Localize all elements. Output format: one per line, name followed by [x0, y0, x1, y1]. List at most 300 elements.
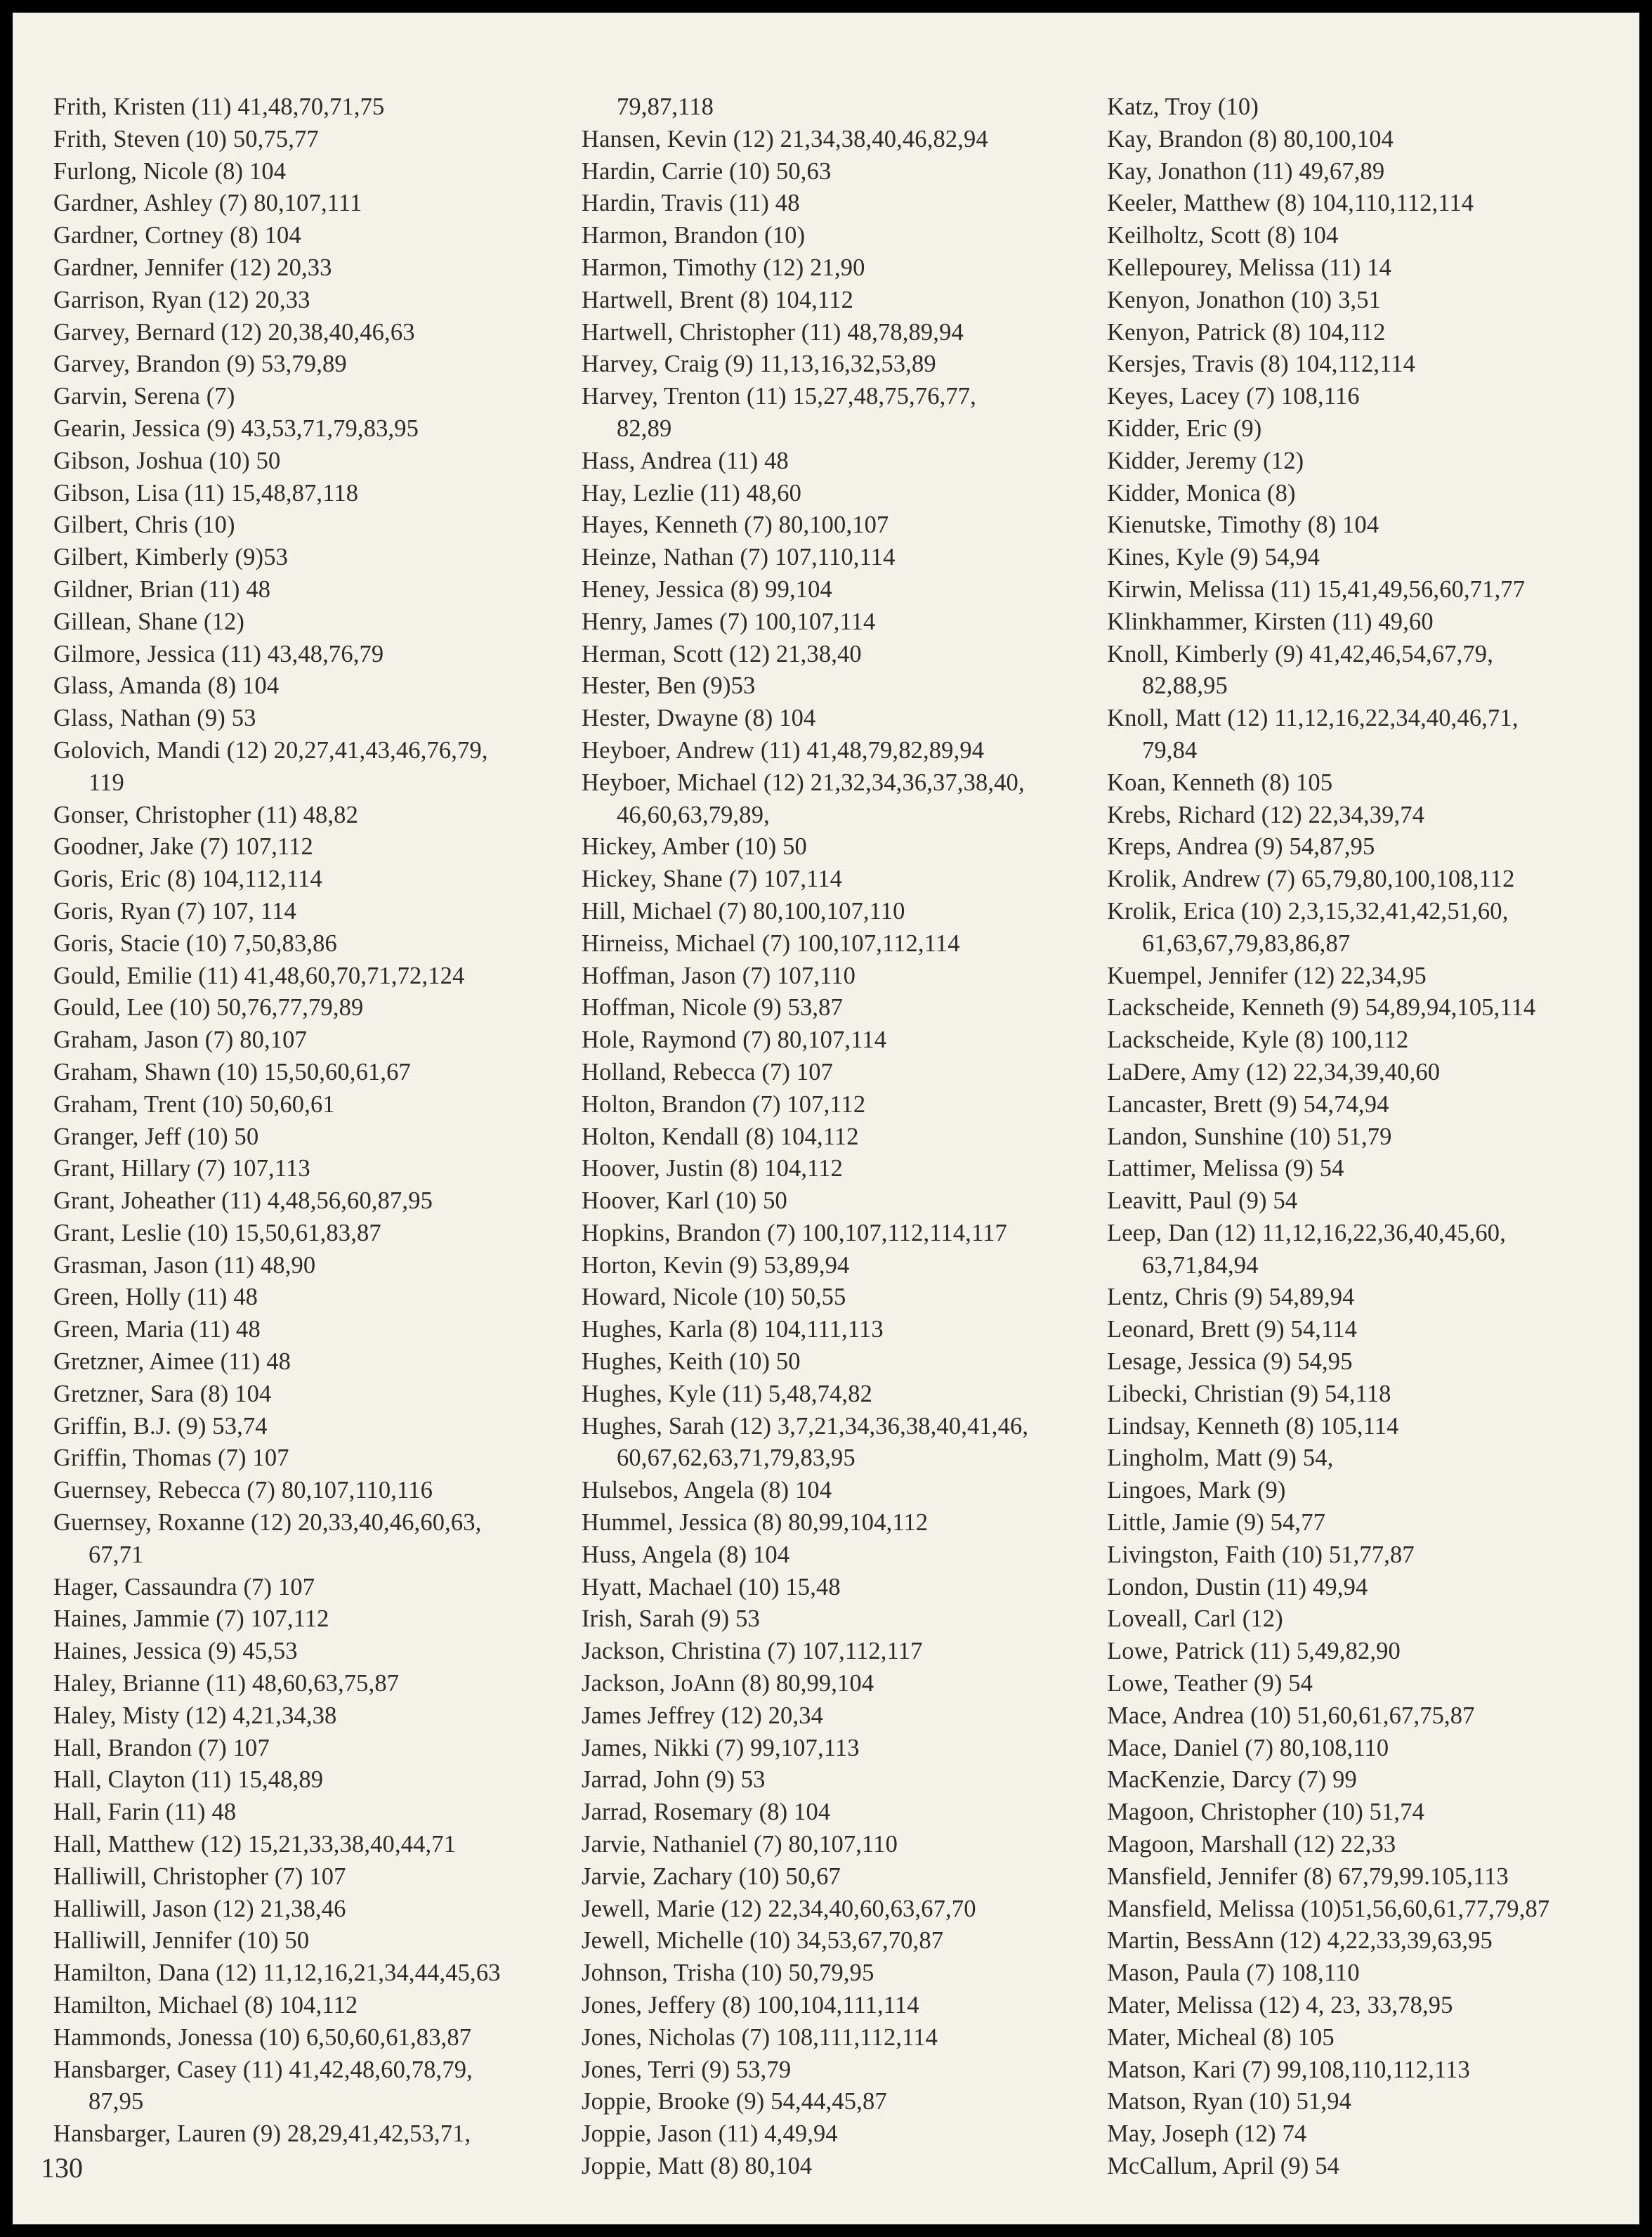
index-page	[13, 13, 1639, 2224]
index-entry	[1107, 1411, 1630, 1443]
index-entry	[53, 1281, 573, 1314]
index-entry-text: Koan, Kenneth (8) 105	[1107, 769, 1333, 796]
index-entry	[53, 1378, 573, 1411]
index-column-3	[1107, 91, 1630, 2183]
index-entry	[1107, 1153, 1630, 1185]
index-entry	[1107, 1764, 1630, 1796]
index-entry	[582, 2118, 1101, 2151]
index-entry	[582, 928, 1101, 960]
index-entry-text: Kellepourey, Melissa (11) 14	[1107, 254, 1391, 281]
index-entry	[53, 2022, 573, 2054]
index-entry	[582, 1057, 1101, 1089]
index-entry-text: Halliwill, Christopher (7) 107	[53, 1863, 346, 1890]
index-entry	[1107, 1829, 1630, 1861]
index-entry-text: Hickey, Amber (10) 50	[582, 833, 807, 861]
index-entry-text: Hay, Lezlie (11) 48,60	[582, 479, 802, 507]
index-entry	[582, 188, 1101, 220]
index-entry-continuation: 60,67,62,63,71,79,83,95	[617, 1444, 855, 1472]
index-entry	[53, 317, 573, 349]
index-entry-text: Mason, Paula (7) 108,110	[1107, 1959, 1360, 1987]
index-entry	[582, 1153, 1101, 1185]
index-entry	[1107, 1636, 1630, 1668]
index-entry	[582, 1539, 1101, 1572]
index-entry-text: Lesage, Jessica (9) 54,95	[1107, 1348, 1353, 1376]
index-entry	[53, 1925, 573, 1957]
index-entry	[582, 1281, 1101, 1314]
index-entry-text: Kreps, Andrea (9) 54,87,95	[1107, 833, 1375, 861]
index-entry-text: James Jeffrey (12) 20,34	[582, 1702, 824, 1729]
index-entry	[53, 1990, 573, 2022]
index-entry	[1107, 445, 1630, 478]
index-entry-text: MacKenzie, Darcy (7) 99	[1107, 1766, 1357, 1794]
index-entry-text: Landon, Sunshine (10) 51,79	[1107, 1123, 1392, 1150]
index-entry	[53, 1861, 573, 1893]
index-entry-text: Krolik, Andrew (7) 65,79,80,100,108,112	[1107, 866, 1515, 893]
index-entry-text: Jackson, Christina (7) 107,112,117	[582, 1638, 923, 1665]
index-entry-text: Golovich, Mandi (12) 20,27,41,43,46,76,79,	[53, 736, 488, 764]
index-entry	[1107, 574, 1630, 606]
index-entry-continuation: 82,89	[617, 415, 672, 442]
index-entry-text: McCallum, April (9) 54	[1107, 2153, 1340, 2179]
index-entry-text: Gretzner, Sara (8) 104	[53, 1380, 272, 1407]
index-entry	[1107, 1218, 1630, 1282]
index-entry	[1107, 317, 1630, 349]
index-entry	[1107, 348, 1630, 381]
index-entry	[1107, 1733, 1630, 1765]
index-entry	[582, 2151, 1101, 2183]
index-entry-text: Furlong, Nicole (8) 104	[53, 157, 287, 185]
index-entry-text: James, Nikki (7) 99,107,113	[582, 1734, 860, 1761]
index-entry	[582, 767, 1101, 832]
index-entry	[582, 124, 1101, 156]
index-entry-text: Haley, Misty (12) 4,21,34,38	[53, 1702, 337, 1729]
index-entry	[53, 1829, 573, 1861]
index-entry	[53, 1507, 573, 1572]
index-entry	[53, 124, 573, 156]
index-entry	[582, 574, 1101, 606]
index-entry-text: Gould, Emilie (11) 41,48,60,70,71,72,124	[53, 962, 465, 989]
index-entry-text: Hansbarger, Casey (11) 41,42,48,60,78,79,	[53, 2056, 473, 2083]
index-entry	[1107, 1057, 1630, 1089]
index-entry-text: Keyes, Lacey (7) 108,116	[1107, 383, 1360, 410]
index-entry-text: Kienutske, Timothy (8) 104	[1107, 511, 1379, 539]
index-entry-text: Goris, Ryan (7) 107, 114	[53, 897, 296, 925]
index-entry	[1107, 1475, 1630, 1507]
index-entry-text: Holton, Kendall (8) 104,112	[582, 1123, 859, 1150]
index-entry	[53, 1121, 573, 1154]
page-number: 130	[41, 2152, 83, 2184]
index-entry	[1107, 896, 1630, 960]
index-entry	[582, 1893, 1101, 1926]
index-entry-text: Haines, Jammie (7) 107,112	[53, 1605, 329, 1633]
index-entry	[1107, 91, 1630, 124]
index-entry-text: Leavitt, Paul (9) 54	[1107, 1187, 1298, 1215]
index-entry-text: Jewell, Marie (12) 22,34,40,60,63,67,70	[582, 1895, 976, 1922]
index-entry-text: Jones, Jeffery (8) 100,104,111,114	[582, 1992, 919, 2019]
index-entry	[53, 156, 573, 188]
index-entry	[1107, 1185, 1630, 1218]
index-entry-text: Garvey, Bernard (12) 20,38,40,46,63	[53, 318, 415, 346]
index-entry	[53, 896, 573, 928]
index-entry-text: Keeler, Matthew (8) 104,110,112,114	[1107, 190, 1474, 217]
index-entry	[1107, 639, 1630, 703]
index-entry	[53, 1796, 573, 1829]
index-entry-text: Lindsay, Kenneth (8) 105,114	[1107, 1412, 1399, 1440]
index-entry	[582, 992, 1101, 1024]
index-entry-continuation: 67,71	[88, 1541, 144, 1568]
index-column-2	[582, 91, 1101, 2183]
index-entry	[1107, 2022, 1630, 2054]
index-entry	[53, 1089, 573, 1121]
index-entry	[1107, 1281, 1630, 1314]
index-entry-text: Glass, Amanda (8) 104	[53, 672, 280, 700]
index-entry-text: London, Dustin (11) 49,94	[1107, 1573, 1368, 1600]
index-entry-text: Martin, BessAnn (12) 4,22,33,39,63,95	[1107, 1927, 1493, 1955]
index-entry-text: Heinze, Nathan (7) 107,110,114	[582, 544, 896, 571]
index-entry	[582, 1861, 1101, 1893]
index-entry-text: Gilbert, Kimberly (9)53	[53, 544, 288, 571]
index-entry	[1107, 1668, 1630, 1700]
index-entry	[582, 1507, 1101, 1539]
index-entry-text: Krebs, Richard (12) 22,34,39,74	[1107, 801, 1425, 828]
index-entry-text: Hall, Matthew (12) 15,21,33,38,40,44,71	[53, 1831, 457, 1858]
index-entry	[582, 1957, 1101, 1990]
index-entry-text: Hall, Clayton (11) 15,48,89	[53, 1766, 324, 1794]
index-entry	[1107, 478, 1630, 510]
index-column-1	[53, 91, 573, 2151]
index-entry	[53, 445, 573, 478]
index-entry-text: Jarrad, John (9) 53	[582, 1766, 766, 1794]
index-entry-text: Heyboer, Michael (12) 21,32,34,36,37,38,40,	[582, 769, 1025, 796]
index-entry	[1107, 703, 1630, 767]
index-entry	[53, 1475, 573, 1507]
index-entry	[582, 1572, 1101, 1604]
index-entry-text: Jarvie, Zachary (10) 50,67	[582, 1863, 841, 1890]
index-entry	[1107, 1861, 1630, 1893]
index-entry	[1107, 252, 1630, 285]
index-entry-text: Heney, Jessica (8) 99,104	[582, 575, 832, 603]
index-entry	[1107, 1024, 1630, 1057]
index-entry-text: Hester, Dwayne (8) 104	[582, 705, 816, 732]
index-entry-text: Mansfield, Melissa (10)51,56,60,61,77,79,87	[1107, 1895, 1550, 1922]
index-entry-text: Grasman, Jason (11) 48,90	[53, 1251, 316, 1279]
index-entry-text: Harmon, Brandon (10)	[582, 222, 806, 249]
index-entry	[53, 1411, 573, 1443]
index-entry	[582, 2054, 1101, 2087]
index-entry-text: Jones, Terri (9) 53,79	[582, 2056, 792, 2083]
index-entry	[1107, 1893, 1630, 1926]
index-entry-text: Hill, Michael (7) 80,100,107,110	[582, 897, 905, 925]
index-entry-text: Haines, Jessica (9) 45,53	[53, 1638, 298, 1665]
index-entry-text: Frith, Steven (10) 50,75,77	[53, 125, 319, 152]
index-entry	[53, 2054, 573, 2119]
index-entry-text: Hyatt, Machael (10) 15,48	[582, 1573, 841, 1600]
index-entry-text: LaDere, Amy (12) 22,34,39,40,60	[1107, 1058, 1441, 1085]
index-entry-text: Halliwill, Jennifer (10) 50	[53, 1927, 310, 1955]
index-entry-text: Jarrad, Rosemary (8) 104	[582, 1799, 831, 1826]
index-entry-continuation: 79,87,118	[617, 93, 714, 120]
index-entry	[582, 703, 1101, 735]
index-entry	[53, 639, 573, 671]
index-entry	[53, 220, 573, 252]
index-entry	[53, 1893, 573, 1926]
index-entry-text: Haley, Brianne (11) 48,60,63,75,87	[53, 1670, 400, 1697]
index-entry	[53, 2118, 573, 2151]
index-entry	[582, 1603, 1101, 1636]
index-entry-text: Knoll, Matt (12) 11,12,16,22,34,40,46,71,	[1107, 705, 1519, 732]
index-entry-text: Green, Holly (11) 48	[53, 1284, 258, 1311]
index-entry-text: Jones, Nicholas (7) 108,111,112,114	[582, 2023, 938, 2051]
index-entry	[1107, 863, 1630, 896]
index-entry-text: Gardner, Jennifer (12) 20,33	[53, 254, 332, 281]
index-entry-text: Keilholtz, Scott (8) 104	[1107, 222, 1339, 249]
index-entry-continuation: 82,88,95	[1142, 672, 1228, 700]
index-entry	[582, 2086, 1101, 2118]
index-entry	[53, 1153, 573, 1185]
index-entry-text: Guernsey, Roxanne (12) 20,33,40,46,60,63,	[53, 1509, 482, 1537]
index-entry-text: Harvey, Trenton (11) 15,27,48,75,76,77,	[582, 383, 976, 410]
index-entry	[582, 1314, 1101, 1346]
index-entry-text: Kenyon, Jonathon (10) 3,51	[1107, 286, 1382, 313]
index-entry	[582, 1990, 1101, 2022]
index-entry	[1107, 220, 1630, 252]
index-entry	[1107, 285, 1630, 317]
index-entry	[1107, 960, 1630, 993]
index-entry-text: Klinkhammer, Kirsten (11) 49,60	[1107, 608, 1434, 635]
index-entry	[53, 1057, 573, 1089]
index-entry-text: Halliwill, Jason (12) 21,38,46	[53, 1895, 346, 1922]
index-entry-text: Hester, Ben (9)53	[582, 672, 756, 700]
index-entry-text: Libecki, Christian (9) 54,118	[1107, 1380, 1391, 1407]
index-entry	[582, 735, 1101, 767]
index-entry	[1107, 606, 1630, 639]
index-entry-text: Hammonds, Jonessa (10) 6,50,60,61,83,87	[53, 2023, 472, 2051]
index-entry-text: Lattimer, Melissa (9) 54	[1107, 1155, 1344, 1182]
index-entry-text: Grant, Joheather (11) 4,48,56,60,87,95	[53, 1187, 433, 1215]
index-entry	[582, 509, 1101, 542]
index-entry	[53, 703, 573, 735]
index-entry-text: Goodner, Jake (7) 107,112	[53, 833, 313, 861]
index-entry	[53, 992, 573, 1024]
index-entry	[53, 831, 573, 863]
index-entry	[53, 800, 573, 832]
index-entry	[53, 670, 573, 703]
index-entry-text: Guernsey, Rebecca (7) 80,107,110,116	[53, 1477, 433, 1504]
index-entry-text: Gildner, Brian (11) 48	[53, 575, 271, 603]
index-entry-text: Matson, Ryan (10) 51,94	[1107, 2088, 1351, 2115]
index-entry	[582, 1185, 1101, 1218]
index-entry	[1107, 992, 1630, 1024]
index-entry-text: Graham, Shawn (10) 15,50,60,61,67	[53, 1058, 411, 1085]
index-entry	[1107, 1089, 1630, 1121]
index-entry	[582, 1700, 1101, 1733]
index-entry-text: Grant, Leslie (10) 15,50,61,83,87	[53, 1219, 381, 1246]
index-entry	[1107, 1572, 1630, 1604]
index-entry-text: Lowe, Patrick (11) 5,49,82,90	[1107, 1638, 1401, 1665]
index-entry-text: Garvin, Serena (7)	[53, 383, 235, 410]
index-entry-text: Kuempel, Jennifer (12) 22,34,95	[1107, 962, 1427, 989]
index-entry-text: Jarvie, Nathaniel (7) 80,107,110	[582, 1831, 898, 1858]
index-entry-text: Hoffman, Nicole (9) 53,87	[582, 994, 843, 1022]
index-entry	[1107, 156, 1630, 188]
index-entry-text: Leonard, Brett (9) 54,114	[1107, 1316, 1357, 1343]
index-entry-text: Hardin, Travis (11) 48	[582, 190, 800, 217]
index-entry	[1107, 1378, 1630, 1411]
index-entry	[53, 1668, 573, 1700]
index-entry	[1107, 124, 1630, 156]
index-entry	[582, 1829, 1101, 1861]
index-entry-text: Hansbarger, Lauren (9) 28,29,41,42,53,71,	[53, 2120, 471, 2148]
index-entry	[582, 1024, 1101, 1057]
index-entry	[1107, 1925, 1630, 1957]
index-entry-text: Jewell, Michelle (10) 34,53,67,70,87	[582, 1927, 944, 1955]
index-entry	[582, 606, 1101, 639]
index-entry-text: Hartwell, Christopher (11) 48,78,89,94	[582, 318, 964, 346]
index-entry-text: Lancaster, Brett (9) 54,74,94	[1107, 1090, 1389, 1118]
index-entry-text: Irish, Sarah (9) 53	[582, 1605, 760, 1633]
index-entry-text: Magoon, Marshall (12) 22,33	[1107, 1831, 1396, 1858]
index-entry-text: Johnson, Trisha (10) 50,79,95	[582, 1959, 874, 1987]
index-entry	[1107, 1442, 1630, 1475]
index-entry-continuation: 46,60,63,79,89,	[617, 801, 770, 828]
index-entry	[53, 91, 573, 124]
index-entry	[1107, 1796, 1630, 1829]
index-entry-text: Lowe, Teather (9) 54	[1107, 1670, 1313, 1697]
index-entry-text: Livingston, Faith (10) 51,77,87	[1107, 1541, 1415, 1568]
index-entry-continuation: 63,71,84,94	[1142, 1251, 1259, 1279]
index-entry	[582, 1636, 1101, 1668]
index-entry-text: Gibson, Joshua (10) 50	[53, 447, 281, 474]
index-entry-text: Graham, Trent (10) 50,60,61	[53, 1090, 335, 1118]
index-entry	[53, 413, 573, 445]
index-entry-text: Gardner, Ashley (7) 80,107,111	[53, 190, 362, 217]
index-entry	[53, 188, 573, 220]
index-entry	[1107, 1603, 1630, 1636]
index-entry	[1107, 509, 1630, 542]
index-entry	[1107, 1346, 1630, 1378]
index-entry	[53, 478, 573, 510]
index-entry-text: Griffin, B.J. (9) 53,74	[53, 1412, 268, 1440]
index-entry-text: Gretzner, Aimee (11) 48	[53, 1348, 291, 1376]
index-entry	[53, 1218, 573, 1250]
index-entry-text: Mace, Andrea (10) 51,60,61,67,75,87	[1107, 1702, 1475, 1729]
index-entry-text: Gardner, Cortney (8) 104	[53, 222, 301, 249]
index-entry-text: Loveall, Carl (12)	[1107, 1605, 1283, 1633]
index-entry	[582, 348, 1101, 381]
index-entry	[1107, 767, 1630, 800]
index-entry	[582, 478, 1101, 510]
index-entry-text: Horton, Kevin (9) 53,89,94	[582, 1251, 850, 1279]
index-entry	[582, 1378, 1101, 1411]
index-entry	[1107, 1507, 1630, 1539]
index-entry	[53, 1764, 573, 1796]
index-entry	[582, 896, 1101, 928]
index-entry	[53, 1024, 573, 1057]
index-entry	[53, 542, 573, 574]
index-entry	[1107, 542, 1630, 574]
index-entry	[582, 1796, 1101, 1829]
index-entry	[1107, 381, 1630, 413]
index-entry	[1107, 413, 1630, 445]
index-entry-text: Holland, Rebecca (7) 107	[582, 1058, 834, 1085]
index-entry	[582, 445, 1101, 478]
index-entry-text: Mansfield, Jennifer (8) 67,79,99.105,113	[1107, 1863, 1509, 1890]
index-entry-text: Hughes, Sarah (12) 3,7,21,34,36,38,40,41,46,	[582, 1412, 1029, 1440]
index-entry-text: Joppie, Brooke (9) 54,44,45,87	[582, 2088, 887, 2115]
index-entry-text: Kenyon, Patrick (8) 104,112	[1107, 318, 1386, 346]
index-entry	[582, 960, 1101, 993]
index-entry-text: Howard, Nicole (10) 50,55	[582, 1284, 846, 1311]
index-entry-text: Hughes, Kyle (11) 5,48,74,82	[582, 1380, 872, 1407]
index-entry-text: Hughes, Keith (10) 50	[582, 1348, 801, 1376]
index-entry-text: Hall, Farin (11) 48	[53, 1799, 237, 1826]
index-entry	[53, 863, 573, 896]
index-entry-text: Goris, Stacie (10) 7,50,83,86	[53, 930, 337, 957]
index-entry	[53, 381, 573, 413]
index-entry-text: Gonser, Christopher (11) 48,82	[53, 801, 358, 828]
index-entry-text: Hager, Cassaundra (7) 107	[53, 1573, 315, 1600]
index-entry	[582, 639, 1101, 671]
index-entry-text: Katz, Troy (10)	[1107, 93, 1259, 120]
index-entry	[582, 1121, 1101, 1154]
index-entry	[1107, 2118, 1630, 2151]
index-entry	[53, 1700, 573, 1733]
index-entry-text: Kidder, Monica (8)	[1107, 479, 1296, 507]
index-entry-text: Hopkins, Brandon (7) 100,107,112,114,117	[582, 1219, 1007, 1246]
index-entry	[1107, 2086, 1630, 2118]
index-entry-text: Hardin, Carrie (10) 50,63	[582, 157, 832, 185]
index-entry-text: Hamilton, Dana (12) 11,12,16,21,34,44,45,63	[53, 1959, 501, 1987]
index-entry-text: Hummel, Jessica (8) 80,99,104,112	[582, 1509, 929, 1537]
index-entry	[582, 1925, 1101, 1957]
index-entry	[582, 285, 1101, 317]
index-entry	[582, 252, 1101, 285]
index-entry-text: Kirwin, Melissa (11) 15,41,49,56,60,71,77	[1107, 575, 1526, 603]
index-entry-text: Hickey, Shane (7) 107,114	[582, 866, 843, 893]
index-entry	[53, 1442, 573, 1475]
index-entry	[1107, 188, 1630, 220]
index-entry-text: Herman, Scott (12) 21,38,40	[582, 640, 862, 667]
index-entry	[53, 606, 573, 639]
index-entry	[1107, 1121, 1630, 1154]
index-entry-text: Gillean, Shane (12)	[53, 608, 245, 635]
index-entry	[53, 1185, 573, 1218]
index-entry	[582, 156, 1101, 188]
index-entry-text: Hall, Brandon (7) 107	[53, 1734, 270, 1761]
index-entry-text: Krolik, Erica (10) 2,3,15,32,41,42,51,60,	[1107, 897, 1509, 925]
index-entry-text: Griffin, Thomas (7) 107	[53, 1444, 289, 1472]
index-entry	[582, 1668, 1101, 1700]
index-entry	[582, 91, 1101, 124]
index-entry-text: Green, Maria (11) 48	[53, 1316, 261, 1343]
index-entry-text: Hughes, Karla (8) 104,111,113	[582, 1316, 884, 1343]
index-entry	[582, 670, 1101, 703]
index-entry-text: Heyboer, Andrew (11) 41,48,79,82,89,94	[582, 736, 985, 764]
index-entry-text: Hansen, Kevin (12) 21,34,38,40,46,82,94	[582, 125, 988, 152]
index-entry-text: Magoon, Christopher (10) 51,74	[1107, 1799, 1424, 1826]
index-entry-continuation: 119	[88, 769, 124, 796]
index-entry-text: Kidder, Eric (9)	[1107, 415, 1262, 442]
index-entry	[582, 1733, 1101, 1765]
index-entry	[1107, 2054, 1630, 2087]
index-entry-text: Glass, Nathan (9) 53	[53, 705, 256, 732]
index-entry-text: Hoffman, Jason (7) 107,110	[582, 962, 856, 989]
index-entry	[53, 928, 573, 960]
index-entry	[582, 317, 1101, 349]
index-entry-text: Garrison, Ryan (12) 20,33	[53, 286, 310, 313]
index-entry	[582, 220, 1101, 252]
index-entry	[1107, 831, 1630, 863]
